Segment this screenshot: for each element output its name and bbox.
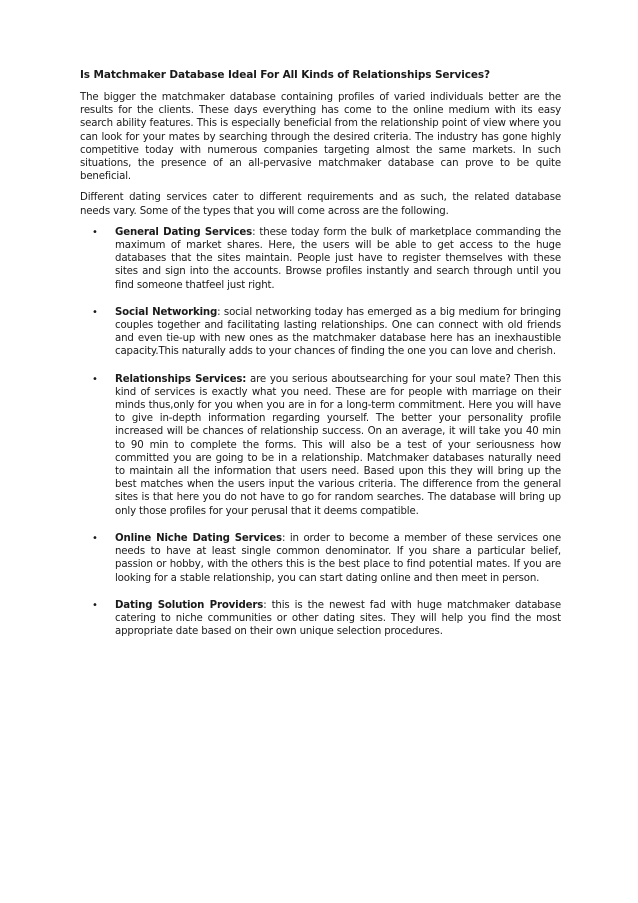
list-item-term: Dating Solution Providers <box>115 599 264 611</box>
list-item-text: are you serious aboutsearching for your soul mate? Then this kind of services is exactly what you need. These are for people with marriage on their minds thus,only for you when you are in for a long-term commitment. Here you will have to give in-depth information regarding yourself. The better your personality profile increased will be chances of relationship success. On an average, it will take you 40 min to 90 min to complete the forms. This will also be a test of your seriousness how committed you are going to be in a relationship. Matchmaker databases naturally need to maintain all the information that users need. Based upon this they will bring up the best matches when the users input the various criteria. The difference from the general sites is that here you do not have to go for random searches. The database will bring up only those profiles for your perusal that it deems compatible. <box>115 373 561 517</box>
list-item <box>80 599 561 639</box>
list-item-term: Relationships Services: <box>115 373 247 385</box>
bullet-icon: • <box>92 226 98 238</box>
list-item-text: : social networking today has emerged as a big medium for bringing couples together and facilitating lasting relationships. One can connect with old friends and even tie-up with new ones as the matchmaker database here has an inexhaustible capacity.This naturally adds to your chances of finding the one you can love and cherish. <box>115 306 561 358</box>
list-item <box>80 532 561 585</box>
document-page <box>80 68 561 652</box>
intro-paragraph: The bigger the matchmaker database containing profiles of varied individuals better are the results for the clients. These days everything has come to the online medium with its easy search ability features. This is especially beneficial from the relationship point of view where you can look for your mates by searching through the desired criteria. The industry has gone highly competitive today with numerous companies targeting almost the same markets. In such situations, the presence of an all-pervasive matchmaker database can prove to be quite beneficial. <box>80 92 561 183</box>
list-item <box>80 306 561 359</box>
list-item <box>80 373 561 518</box>
list-item-text: : these today form the bulk of marketplace commanding the maximum of market shares. Here, the users will be able to get access to the huge databases that the sites maintain. People just have to register themselves with these sites and sign into the accounts. Browse profiles instantly and search through until you find someone thatfeel just right. <box>115 226 561 291</box>
types-intro-paragraph: Different dating services cater to different requirements and as such, the related database needs vary. Some of the types that you will come across are the following. <box>80 192 561 217</box>
list-item-term: Online Niche Dating Services <box>115 532 282 544</box>
bullet-icon: • <box>92 306 98 318</box>
document-title: Is Matchmaker Database Ideal For All Kinds of Relationships Services? <box>80 69 491 81</box>
list-item-text: : in order to become a member of these services one needs to have at least single common denominator. If you share a particular belief, passion or hobby, with the others this is the best place to find potential mates. If you are looking for a stable relationship, you can start dating online and then meet in person. <box>115 532 562 584</box>
bullet-icon: • <box>92 373 98 385</box>
list-item <box>80 226 561 292</box>
bullet-icon: • <box>92 532 98 544</box>
bullet-icon: • <box>92 599 98 611</box>
list-item-text: : this is the newest fad with huge matchmaker database catering to niche communities or other dating sites. They will help you find the most appropriate date based on their own unique selection procedures. <box>115 599 561 638</box>
list-item-term: Social Networking <box>115 306 218 318</box>
list-item-term: General Dating Services <box>115 226 253 238</box>
service-types-list <box>80 226 561 638</box>
